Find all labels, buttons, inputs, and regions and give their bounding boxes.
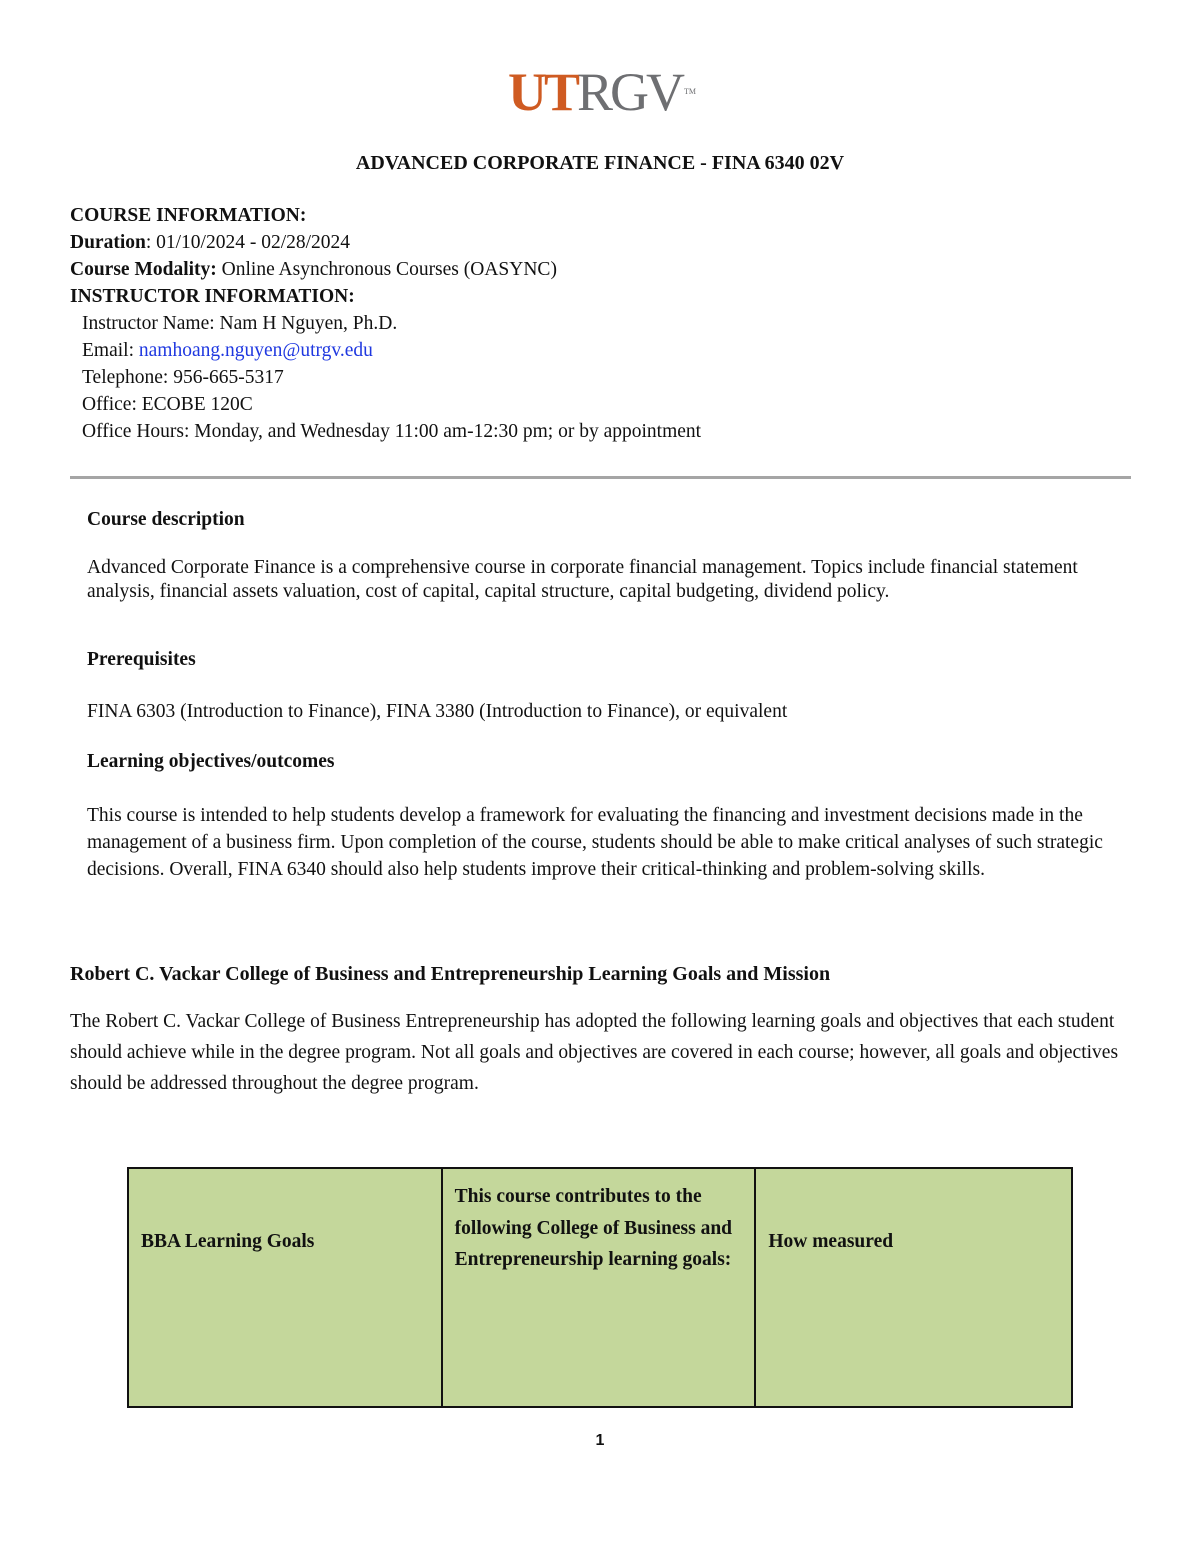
section-divider xyxy=(70,476,1131,479)
duration-value: : 01/10/2024 - 02/28/2024 xyxy=(145,232,351,253)
how-measured-header: How measured xyxy=(768,1231,894,1252)
instructor-name: Instructor Name: Nam H Nguyen, Ph.D. xyxy=(82,313,398,334)
logo-trademark: TM xyxy=(684,87,697,96)
modality-label: Course Modality: xyxy=(70,259,217,280)
duration-line xyxy=(70,229,1130,256)
telephone-line: Telephone: 956-665-5317 xyxy=(82,367,284,388)
course-info-block xyxy=(70,202,1130,445)
prerequisites-heading: Prerequisites xyxy=(87,649,196,670)
modality-line xyxy=(70,256,1130,283)
utrgv-logo xyxy=(508,62,698,122)
learning-objectives-text: This course is intended to help students develop a framework for evaluating the financing and investment decisions made in the management of a business firm. Upon completion of the course, students should be able to make critical analyses of such strategic decisions. Overall, FINA 6340 should also help students improve their critical-thinking and problem-solving skills. xyxy=(87,805,1103,880)
office-line: Office: ECOBE 120C xyxy=(82,394,253,415)
contributes-header: This course contributes to the following College of Business and Entrepreneurship learning goals: xyxy=(454,1186,733,1270)
logo-ut: UT xyxy=(508,62,578,122)
course-description-text: Advanced Corporate Finance is a comprehensive course in corporate financial management. Topics include financial statement analysis, financial assets valuation, cost of capital, capital structure, capital budgeting, dividend policy. xyxy=(87,557,1078,602)
email-line xyxy=(70,337,1130,364)
table-header-cell xyxy=(442,1168,756,1407)
college-goals-heading: Robert C. Vackar College of Business and Entrepreneurship Learning Goals and Mission xyxy=(70,963,831,985)
page-number: 1 xyxy=(595,1432,605,1449)
learning-goals-table xyxy=(127,1167,1073,1408)
modality-value: Online Asynchronous Courses (OASYNC) xyxy=(216,259,557,280)
table-header-cell xyxy=(128,1168,442,1407)
table-header-row xyxy=(128,1168,1072,1407)
learning-objectives-heading: Learning objectives/outcomes xyxy=(87,751,335,772)
table-header-cell xyxy=(755,1168,1072,1407)
email-link[interactable]: namhoang.nguyen@utrgv.edu xyxy=(138,340,373,361)
email-label: Email: xyxy=(82,340,139,361)
office-hours-line: Office Hours: Monday, and Wednesday 11:00 am-12:30 pm; or by appointment xyxy=(82,421,702,442)
document-title: ADVANCED CORPORATE FINANCE - FINA 6340 02V xyxy=(355,152,845,174)
instructor-info-heading: INSTRUCTOR INFORMATION: xyxy=(70,286,355,307)
logo-rgv: RGV xyxy=(577,62,683,122)
course-info-heading: COURSE INFORMATION: xyxy=(70,205,307,226)
course-description-heading: Course description xyxy=(87,509,245,530)
college-goals-text: The Robert C. Vackar College of Business Entrepreneurship has adopted the following learning goals and objectives that each student should achieve while in the degree program. Not all goals and objectives are covered in each course; however, all goals and objectives should be addressed throughout the degree program. xyxy=(70,1011,1119,1094)
bba-goals-header: BBA Learning Goals xyxy=(141,1231,315,1252)
prerequisites-text: FINA 6303 (Introduction to Finance), FINA 3380 (Introduction to Finance), or equivalent xyxy=(87,701,788,722)
duration-label: Duration xyxy=(70,232,146,253)
